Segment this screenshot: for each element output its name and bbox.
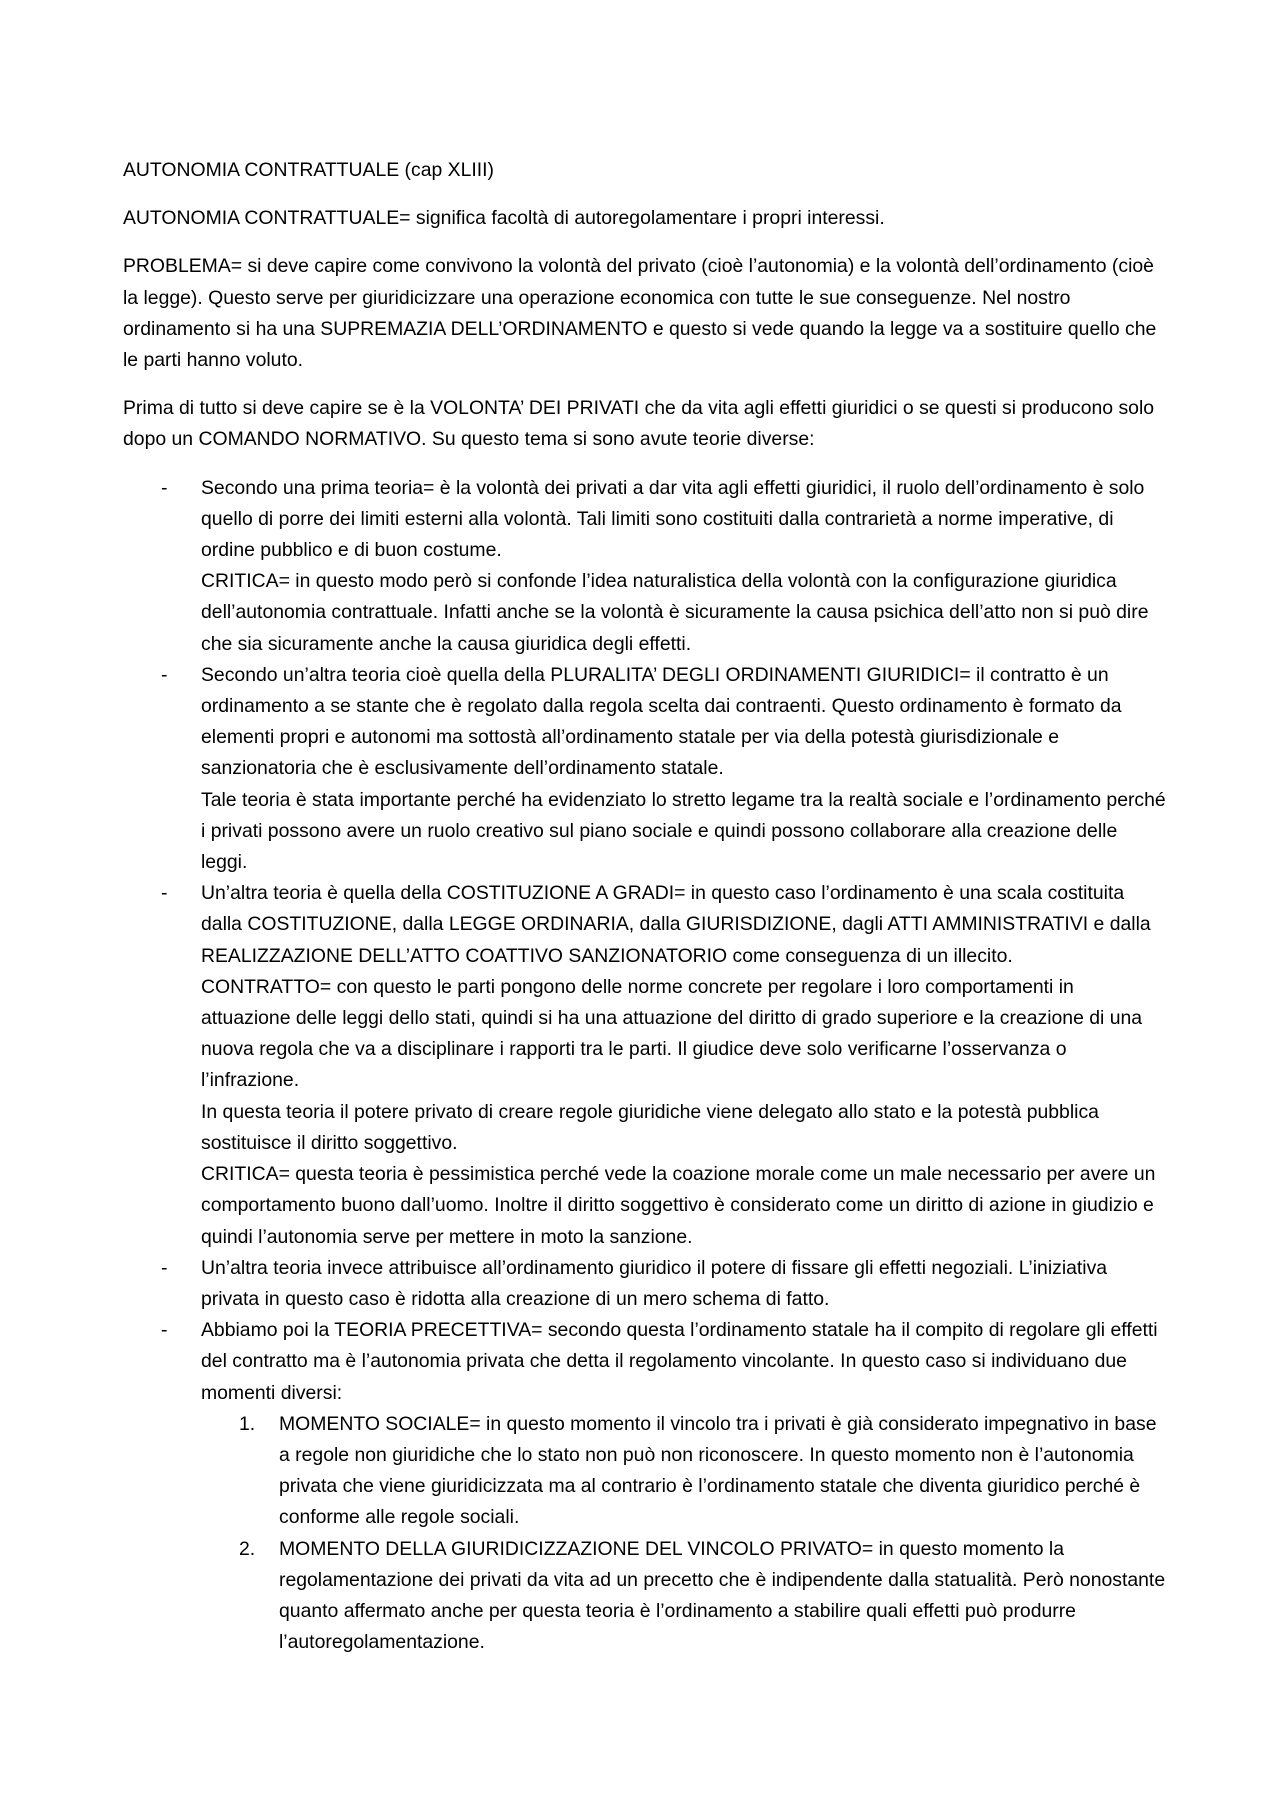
moment-text: MOMENTO DELLA GIURIDICIZZAZIONE DEL VINCOLO PRIVATO= in questo momento la regolamentazione dei privati da vita ad un precetto che è indipendente dalla statualità. Però nonostante quanto affermato anche per questa teoria è l’ordinamento a stabilire quali effetti può produrre l’autoregolamentazione. (279, 1537, 1166, 1654)
theory-text: Un’altra teoria è quella della COSTITUZIONE A GRADI= in questo caso l’ordinamento è una scala costituita dalla COSTITUZIONE, dalla LEGGE ORDINARIA, dalla GIURISDIZIONE, dagli ATTI AMMINISTRATIVI e dalla REALIZZAZIONE DELL’ATTO COATTIVO SANZIONATORIO come conseguenza di un illecito. (201, 882, 1151, 967)
theories-list (123, 473, 1168, 1659)
theory-text: Secondo un’altra teoria cioè quella della PLURALITA’ DEGLI ORDINAMENTI GIURIDICI= il contratto è un ordinamento a se stante che è regolato dalla regola scelta dai contraenti. Questo ordinamento è formato da elementi propri e autonomi ma sottostà all’ordinamento statale per via della potestà giurisdizionale e sanzionatoria che è esclusivamente dell’ordinamento statale. (201, 663, 1122, 780)
theory-criticism: CRITICA= in questo modo però si confonde l’idea naturalistica della volontà con la configurazione giuridica dell’autonomia contrattuale. Infatti anche se la volontà è sicuramente la causa psichica dell’atto non si può dire che sia sicuramente anche la causa giuridica degli effetti. (201, 570, 1149, 655)
theory-criticism: CRITICA= questa teoria è pessimistica perché vede la coazione morale come un male necessario per avere un comportamento buono dall’uomo. Inoltre il diritto soggettivo è considerato come un diritto di azione in giudizio e quindi l’autonomia serve per mettere in moto la sanzione. (201, 1163, 1156, 1248)
bullet-dash: - (161, 1319, 168, 1342)
theory-item-1 (123, 473, 1168, 660)
theory-contract: CONTRATTO= con questo le parti pongono delle norme concrete per regolare i loro comportamenti in attuazione delle leggi dello stati, quindi si ha una attuazione del diritto di grado superiore e la creazione di una nuova regola che va a disciplinare i rapporti tra le parti. Il giudice deve solo verificarne l’osservanza o l’infrazione. (201, 975, 1143, 1092)
definition-paragraph: AUTONOMIA CONTRATTUALE= significa facoltà di autoregolamentare i propri interessi. (123, 207, 885, 230)
moment-number: 1. (239, 1412, 256, 1435)
bullet-dash: - (161, 663, 168, 686)
bullet-dash: - (161, 476, 168, 499)
moment-item-1 (201, 1409, 1168, 1534)
moment-text: MOMENTO SOCIALE= in questo momento il vincolo tra i privati è già considerato impegnativo in base a regole non giuridiche che lo stato non può non riconoscere. In questo momento non è l’autonomia privata che viene giuridicizzata ma al contrario è l’ordinamento statale che diventa giuridico perché è conforme alle regole sociali. (279, 1412, 1157, 1529)
theory-note: In questa teoria il potere privato di creare regole giuridiche viene delegato allo stato e la potestà pubblica sostituisce il diritto soggettivo. (201, 1100, 1099, 1154)
theory-note: Tale teoria è stata importante perché ha evidenziato lo stretto legame tra la realtà sociale e l’ordinamento perché i privati possono avere un ruolo creativo sul piano sociale e quindi possono collaborare alla creazione delle leggi. (201, 788, 1166, 874)
theory-item-3 (123, 878, 1168, 1252)
problem-paragraph: PROBLEMA= si deve capire come convivono la volontà del privato (cioè l’autonomia) e la volontà dell’ordinamento (cioè la legge). Questo serve per giuridicizzare una operazione economica con tutte le sue conseguenze. Nel nostro ordinamento si ha una SUPREMAZIA DELL’ORDINAMENTO e questo si vede quando la legge va a sostituire quello che le parti hanno voluto. (123, 255, 1157, 372)
bullet-dash: - (161, 1256, 168, 1279)
theory-text: Un’altra teoria invece attribuisce all’ordinamento giuridico il potere di fissare gli effetti negoziali. L’iniziativa privata in questo caso è ridotta alla creazione di un mero schema di fatto. (201, 1256, 1108, 1310)
theory-text: Secondo una prima teoria= è la volontà dei privati a dar vita agli effetti giuridici, il ruolo dell’ordinamento è solo quello di porre dei limiti esterni alla volontà. Tali limiti sono costituiti dalla contrarietà a norme imperative, di ordine pubblico e di buon costume. (201, 476, 1145, 562)
bullet-dash: - (161, 882, 168, 905)
moments-list (201, 1409, 1168, 1659)
document-body (123, 155, 1168, 1658)
theory-item-2 (123, 660, 1168, 878)
document-title: AUTONOMIA CONTRATTUALE (cap XLIII) (123, 159, 494, 181)
moment-item-2 (201, 1534, 1168, 1659)
moment-number: 2. (239, 1537, 256, 1560)
theory-text: Abbiamo poi la TEORIA PRECETTIVA= secondo questa l’ordinamento statale ha il compito di regolare gli effetti del contratto ma è l’autonomia privata che detta il regolamento vincolante. In questo caso si individuano due momenti diversi: (201, 1319, 1158, 1404)
theory-item-5 (123, 1315, 1168, 1658)
intro-paragraph: Prima di tutto si deve capire se è la VOLONTA’ DEI PRIVATI che da vita agli effetti giuridici o se questi si producono solo dopo un COMANDO NORMATIVO. Su questo tema si sono avute teorie diverse: (123, 397, 1155, 451)
theory-item-4 (123, 1253, 1168, 1315)
